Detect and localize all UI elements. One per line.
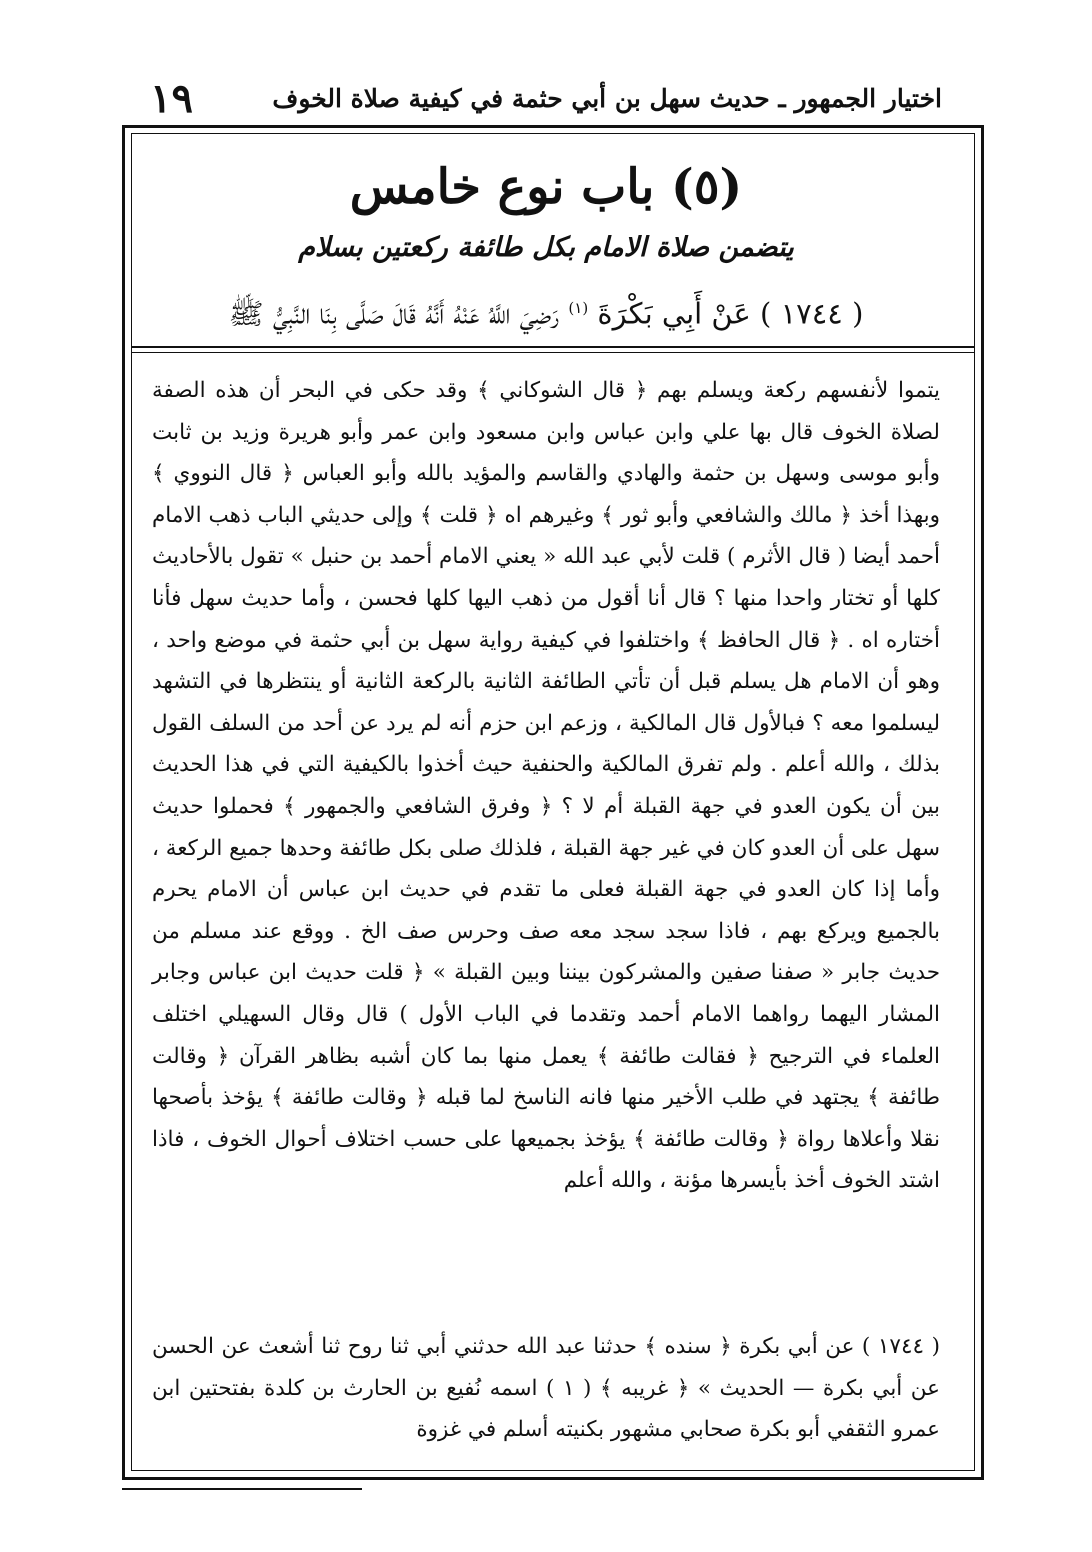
hadith-text-end: رَضِيَ اللَّهُ عَنْهُ أَنَّهُ قَالَ صَلَّى بِنَا النَّبِيُّ ﷺ	[228, 296, 560, 331]
section-divider-top	[131, 346, 975, 348]
hadith-text	[150, 282, 942, 334]
commentary-paragraph: يتموا لأنفسهم ركعة ويسلم بهم ﴿ قال الشوكاني ﴾ وقد حكى في البحر أن هذه الصفة لصلاة الخوف قال بها علي وابن عباس وابن مسعود وابن عمر وأبو هريرة وزيد بن ثابت وأبو موسى وسهل بن حثمة والهادي والقاسم والمؤيد بالله وأبو العباس ﴿ قال النووي ﴾ وبهذا أخذ ﴿ مالك والشافعي وأبو ثور ﴾ وغيرهم اه ﴿ قلت ﴾ وإلى حديثي الباب ذهب الامام أحمد أيضا ( قال الأثرم ) قلت لأبي عبد الله « يعني الامام أحمد بن حنبل » تقول بالأحاديث كلها أو تختار واحدا منها ؟ قال أنا أقول من ذهب اليها كلها فحسن ، وأما حديث سهل فأنا أختاره اه . ﴿ قال الحافظ ﴾ واختلفوا في كيفية رواية سهل بن أبي حثمة في موضع واحد ، وهو أن الامام هل يسلم قبل أن تأتي الطائفة الثانية بالركعة الثانية أو ينتظرها في التشهد ليسلموا معه ؟ فبالأول قال المالكية ، وزعم ابن حزم أنه لم يرد عن أحد من السلف القول بذلك ، والله أعلم . ولم تفرق المالكية والحنفية حيث أخذوا بالكيفية التي في هذا الحديث بين أن يكون العدو في جهة القبلة أم لا ؟ ﴿ وفرق الشافعي والجمهور ﴾ فحملوا حديث سهل على أن العدو كان في غير جهة القبلة ، فلذلك صلى بكل طائفة وحدها جميع الركعة ، وأما إذا كان العدو في جهة القبلة فعلى ما تقدم في حديث ابن عباس أن الامام يحرم بالجميع ويركع بهم ، فاذا سجد سجد معه صف وحرس صف الخ . ووقع عند مسلم من حديث جابر « صفنا صفين والمشركون بيننا وبين القبلة » ﴿ قلت حديث ابن عباس وجابر المشار اليهما رواهما الامام أحمد وتقدما في الباب الأول ) قال وقال السهيلي اختلف العلماء في الترجيح ﴿ فقالت طائفة ﴾ يعمل منها بما كان أشبه بظاهر القرآن ﴿ وقالت طائفة ﴾ يجتهد في طلب الأخير منها فانه الناسخ لما قبله ﴿ وقالت طائفة ﴾ يؤخذ بأصحها نقلا وأعلاها رواة ﴿ وقالت طائفة ﴾ يؤخذ بجميعها على حسب اختلاف أحوال الخوف ، فاذا اشتد الخوف أخذ بأيسرها مؤنة ، والله أعلم	[152, 378, 940, 1194]
commentary-text	[152, 370, 940, 1202]
section-divider-bottom	[131, 352, 975, 353]
footnotes-text	[152, 1326, 940, 1451]
running-title: اختيار الجمهور ـ حديث سهل بن أبي حثمة في كيفية صلاة الخوف	[272, 83, 942, 113]
running-header	[150, 72, 942, 124]
hadith-text-start: ( ١٧٤٤ ) عَنْ أَبِي بَكْرَةَ	[597, 296, 864, 331]
page-number: ١٩	[150, 74, 193, 122]
footnote-marker: (١)	[568, 299, 589, 317]
chapter-subtitle: يتضمن صلاة الامام بكل طائفة ركعتين بسلام	[298, 232, 794, 263]
chapter-title: (٥) باب نوع خامس	[349, 159, 743, 215]
bottom-rule	[122, 1488, 362, 1490]
footnote-paragraph: ( ١٧٤٤ ) عن أبي بكرة ﴿ سنده ﴾ حدثنا عبد الله حدثني أبي ثنا روح ثنا أشعث عن الحسن عن أبي بكرة — الحديث » ﴿ غريبه ﴾ ( ١ ) اسمه نُفيع بن الحارث بن كلدة بفتحتين ابن عمرو الثقفي أبو بكرة صحابي مشهور بكنيته أسلم في غزوة	[152, 1334, 941, 1443]
